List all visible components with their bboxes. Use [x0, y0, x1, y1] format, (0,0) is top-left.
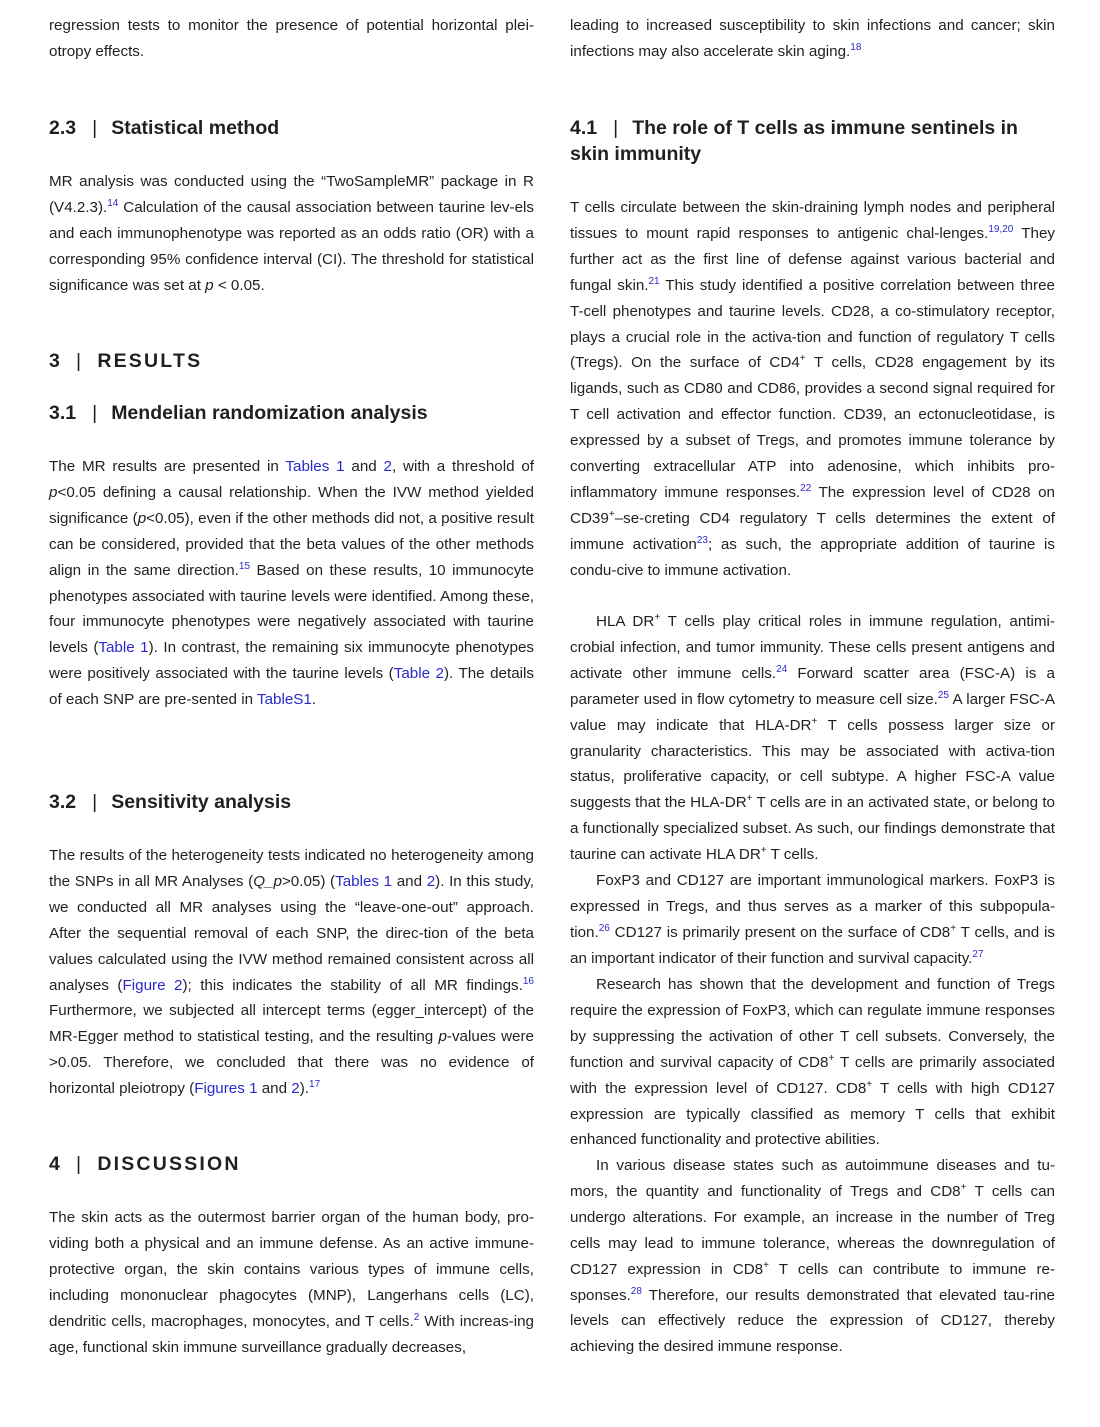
paragraph-text: leading to increased susceptibility to skin infections and cancer; skin infections may also accelerate skin aging.	[570, 17, 1055, 60]
section-4-1-paragraph-3	[570, 868, 1055, 972]
paragraph-text: Therefore, our results demonstrated that elevated tau-rine levels can effectively reduce the expression of CD127, thereby achieving the desired immune response.	[570, 1286, 1055, 1356]
figure-2-link[interactable]: 2	[291, 1080, 300, 1098]
paragraph-text: This study identified a positive correlation between three T-cell phenotypes and taurine levels. CD28, a co-stimulatory receptor, plays a crucial role in the activa-tion and function of regulatory T cells (Tregs). On the surface of CD4	[570, 276, 1055, 372]
p-symbol: p	[137, 509, 147, 527]
paragraph-text: ). The details of each SNP are pre-sented in	[49, 665, 534, 709]
paragraph-text: They further act as the first line of defense against various bacterial and fungal skin.	[570, 224, 1055, 294]
table-2-link[interactable]: Table 2	[393, 665, 444, 683]
heading-divider: |	[92, 791, 98, 813]
paragraph-text: The skin acts as the outermost barrier organ of the human body, pro-viding both a physical and an immune defense. As an active immune-protective organ, the skin contains various types of immune cells, including mononuclear phagocytes (MNP), Langerhans cells (LC), dendritic cells, macrophages, monocytes, and T cells.	[49, 1209, 534, 1330]
paragraph-text: , with a threshold of	[391, 458, 535, 475]
section-title: DISCUSSION	[97, 1153, 241, 1175]
paragraph-text: T cells can undergo alterations. For example, an increase in the number of Treg cells may lead to immune tolerance, whereas the downregulation of CD127 expression in CD8	[570, 1182, 1055, 1278]
paragraph-text: and	[392, 872, 427, 890]
paragraph-text: The expression level of CD28 on CD39	[570, 483, 1055, 527]
paragraph-text: < 0.05.	[213, 276, 265, 294]
paragraph-text: T cells are primarily associated with the expression level of CD127. CD8	[570, 1053, 1055, 1097]
section-number: 3.2	[49, 791, 77, 813]
superscript-plus: +	[799, 353, 806, 365]
section-3-1-paragraph	[49, 454, 534, 713]
paragraph-text: T cells play critical roles in immune regulation, antimi-crobial infection, and tumor immunity. These cells present antigens and activate other immune cells.	[570, 613, 1055, 682]
heading-divider: |	[76, 1153, 84, 1175]
paragraph-text: ).	[299, 1080, 310, 1098]
citation-link[interactable]: 19,20	[988, 223, 1014, 235]
paragraph-text: T cells can contribute to immune re-sponses.	[570, 1260, 1055, 1304]
figure-2-link[interactable]: Figure 2	[122, 976, 183, 994]
superscript-plus: +	[763, 1259, 769, 1271]
citation-link[interactable]: 2	[413, 1311, 420, 1323]
paragraph-text: and	[257, 1080, 292, 1098]
p-symbol: p	[438, 1028, 447, 1046]
paragraph-text: >0.05) (	[281, 872, 336, 890]
superscript-plus: +	[811, 715, 818, 727]
section-4-heading	[49, 1151, 534, 1177]
heading-divider: |	[92, 117, 98, 139]
section-title: RESULTS	[97, 350, 203, 372]
section-title: Mendelian randomization analysis	[111, 402, 428, 424]
table-2-link[interactable]: 2	[383, 458, 392, 475]
paragraph-text: .	[311, 691, 317, 709]
heading-divider: |	[76, 350, 84, 372]
paragraph-text: <0.05 defining a causal relationship. When the IVW method yielded significance (	[49, 483, 534, 527]
citation-link[interactable]: 15	[238, 560, 251, 572]
superscript-plus: +	[608, 508, 615, 520]
section-3-2-heading	[49, 789, 534, 815]
paragraph-text: HLA DR	[596, 613, 655, 630]
section-number: 2.3	[49, 117, 77, 139]
section-4-paragraph	[49, 1205, 534, 1360]
q-p-symbol: Q_p	[253, 872, 282, 890]
section-2-3-heading	[49, 115, 534, 141]
tables-1-link[interactable]: Tables 1	[285, 458, 345, 475]
superscript-plus: +	[654, 611, 661, 623]
figures-1-link[interactable]: Figures 1	[194, 1080, 258, 1098]
paragraph-text: A larger FSC-A value may indicate that HLA-DR	[570, 690, 1055, 734]
paragraph-text: and	[344, 458, 384, 475]
paragraph-text: T cells.	[766, 846, 819, 864]
paragraph-text: ; as such, the appropriate addition of taurine is condu-cive to immune activation.	[570, 535, 1055, 579]
section-title: Sensitivity analysis	[111, 791, 292, 813]
citation-link[interactable]: 23	[696, 534, 708, 546]
tables-1-link[interactable]: Tables 1	[335, 872, 393, 890]
section-3-2-paragraph	[49, 843, 534, 1102]
paragraph-text: -values were >0.05. Therefore, we concluded that there was no evidence of horizontal pleiotropy (	[49, 1028, 534, 1098]
section-number: 4	[49, 1153, 63, 1175]
paragraph-text: With increas-ing age, functional skin immune surveillance gradually decreases,	[49, 1312, 534, 1356]
citation-link[interactable]: 22	[800, 482, 812, 494]
section-title: The role of T cells as immune sentinels in skin immunity	[570, 117, 1018, 165]
superscript-plus: +	[746, 793, 753, 805]
paragraph-text: T cells with high CD127 expression are typically classified as memory T cells that exhibit enhanced functionality and protective abilities.	[570, 1079, 1055, 1149]
citation-link[interactable]: 16	[522, 975, 534, 987]
superscript-plus: +	[950, 922, 957, 934]
paragraph-text: T cells are in an activated state, or belong to a functionally specialized subset. As such, our findings demonstrate that taurine can activate HLA DR	[570, 794, 1055, 864]
table-s1-link[interactable]: TableS1	[256, 691, 312, 709]
section-4-1-paragraph-5	[570, 1153, 1055, 1360]
paragraph-text: Research has shown that the development and function of Tregs require the expression of FoxP3, which can regulate immune responses by suppressing the activation of other T cell subsets. Conversely, the function and survival capacity of CD8	[570, 976, 1055, 1071]
section-4-1-paragraph-1	[570, 195, 1055, 584]
intro-fragment-paragraph	[49, 13, 534, 65]
section-4-1-heading	[570, 115, 1055, 167]
paragraph-text: FoxP3 and CD127 are important immunological markers. FoxP3 is expressed in Tregs, and thus serves as a marker of this subpopula-tion.	[570, 872, 1055, 941]
section-3-heading	[49, 348, 534, 374]
superscript-plus: +	[866, 1078, 873, 1090]
paragraph-text: ); this indicates the stability of all MR findings.	[182, 976, 523, 994]
paragraph-text: Calculation of the causal association between taurine lev-els and each immunophenotype was reported as an odds ratio (OR) with a corresponding 95% confidence interval (CI). The threshold for statistical significance was set at	[49, 198, 534, 294]
citation-link[interactable]: 28	[630, 1285, 642, 1297]
table-2-link[interactable]: 2	[426, 872, 436, 890]
p-symbol: p	[49, 483, 58, 501]
citation-link[interactable]: 24	[776, 663, 788, 675]
citation-link[interactable]: 21	[648, 275, 660, 287]
heading-divider: |	[92, 402, 98, 424]
table-1-link[interactable]: Table 1	[98, 639, 149, 657]
paragraph-text: T cells, and is an important indicator of their function and survival capacity.	[570, 923, 1055, 967]
paragraph-text: <0.05), even if the other methods did not, a positive result can be considered, provided that the beta values of the other methods align in the same direction.	[49, 509, 534, 579]
paragraph-text: In various disease states such as autoimmune diseases and tu-mors, the quantity and functionality of Tregs and CD8	[570, 1157, 1055, 1200]
section-4-1-paragraph-4	[570, 972, 1055, 1153]
superscript-plus: +	[760, 845, 767, 857]
section-number: 4.1	[570, 117, 598, 139]
paragraph-text: Based on these results, 10 immunocyte phenotypes associated with taurine levels were identified. Among these, four immunocyte phenotypes were negatively associated with taurine levels (	[49, 561, 534, 657]
paragraph-text: T cells possess larger size or granularity characteristics. This may be associated with activa-tion status, proliferative capacity, or cell subtype. A higher FSC-A value suggests that the HLA-DR	[570, 716, 1055, 812]
citation-link[interactable]: 17	[309, 1079, 321, 1091]
citation-link[interactable]: 25	[937, 689, 949, 701]
paragraph-text: The MR results are presented in	[49, 458, 286, 475]
p-symbol: p	[205, 276, 214, 294]
citation-link[interactable]: 18	[850, 41, 862, 53]
paragraph-text: The results of the heterogeneity tests indicated no heterogeneity among the SNPs in all MR Analyses (	[49, 847, 534, 890]
paragraph-text: regression tests to monitor the presence of potential horizontal plei-otropy effects.	[49, 17, 534, 60]
paragraph-text: MR analysis was conducted using the “TwoSampleMR” package in R (V4.2.3).	[49, 173, 534, 216]
paragraph-text: –se-creting CD4 regulatory T cells determines the extent of immune activation	[570, 509, 1055, 553]
superscript-plus: +	[960, 1181, 967, 1193]
section-title: Statistical method	[111, 117, 280, 139]
paragraph-text: T cells, CD28 engagement by its ligands, such as CD80 and CD86, provides a second signal required for T cell activation and effector function. CD39, an ectonucleotidase, is expressed by a subset of Tregs, and promotes immune tolerance by converting extracellular ATP into adenosine, which inhibits pro-inflammatory immune responses.	[570, 354, 1055, 501]
paragraph-text: ). In contrast, the remaining six immunocyte phenotypes were positively associated with the taurine levels (	[49, 639, 534, 683]
citation-link[interactable]: 14	[107, 197, 119, 209]
citation-link[interactable]: 26	[598, 922, 610, 934]
paragraph-text: CD127 is primarily present on the surface of CD8	[609, 923, 951, 941]
section-number: 3	[49, 350, 63, 372]
section-2-3-paragraph	[49, 169, 534, 299]
citation-link[interactable]: 27	[972, 948, 984, 960]
paragraph-text: T cells circulate between the skin-draining lymph nodes and peripheral tissues to mount rapid responses to antigenic chal-lenges.	[570, 199, 1055, 242]
superscript-plus: +	[828, 1052, 835, 1064]
heading-divider: |	[613, 117, 619, 139]
paragraph-text: Furthermore, we subjected all intercept terms (egger_intercept) of the MR-Egger method to statistical testing, and the resulting	[49, 1002, 534, 1046]
section-3-1-heading	[49, 400, 534, 426]
paragraph-text: Forward scatter area (FSC-A) is a parameter used in flow cytometry to measure cell size.	[570, 664, 1055, 708]
continuation-paragraph	[570, 13, 1055, 65]
section-number: 3.1	[49, 402, 77, 424]
section-4-1-paragraph-2	[570, 609, 1055, 868]
paragraph-text: ). In this study, we conducted all MR analyses using the “leave-one-out” approach. After the sequential removal of each SNP, the direc-tion of the beta values calculated using the IVW method remained consistent across all analyses (	[49, 872, 535, 994]
